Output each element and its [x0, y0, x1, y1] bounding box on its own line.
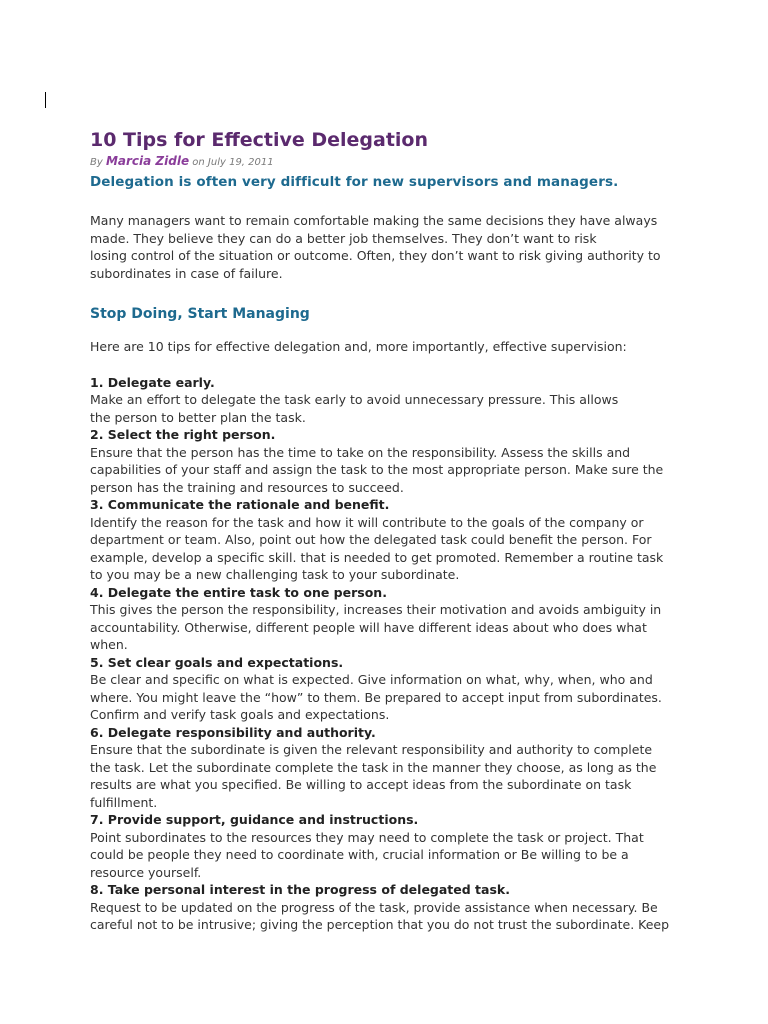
section-heading: Stop Doing, Start Managing [90, 306, 310, 322]
tips-list [90, 374, 680, 934]
tip-body [90, 601, 680, 654]
tip-item [90, 426, 680, 496]
byline [90, 154, 680, 170]
lead-paragraph: Delegation is often very difficult for new supervisors and managers. [90, 174, 619, 190]
byline-prefix: By [90, 157, 103, 168]
tip-body [90, 899, 680, 934]
intro-paragraph [90, 212, 680, 282]
tip-line: Be clear and specific on what is expected. Give information on what, why, when, who and [90, 672, 653, 687]
intro-line: made. They believe they can do a better job themselves. They don’t want to risk [90, 230, 597, 246]
tip-line: the person to better plan the task. [90, 409, 306, 425]
tip-line: Ensure that the subordinate is given the relevant responsibility and authority to complete [90, 742, 653, 757]
tip-line: accountability. Otherwise, different people will have different ideas about who does what [90, 619, 647, 635]
tip-item [90, 496, 680, 584]
tip-line: Point subordinates to the resources they may need to complete the task or project. That [90, 829, 644, 845]
tip-line: This gives the person the responsibility, increases their motivation and avoids ambiguity in [90, 602, 662, 617]
tips-intro: Here are 10 tips for effective delegation and, more importantly, effective supervision: [90, 339, 627, 354]
tip-body [90, 741, 680, 811]
tip-body [90, 514, 680, 584]
author-link[interactable]: Marcia Zidle [105, 154, 190, 168]
tip-line: could be people they need to coordinate with, crucial information or Be willing to be a [90, 847, 629, 862]
tip-item [90, 654, 680, 724]
article [90, 128, 680, 934]
tip-line: resource yourself. [90, 864, 202, 880]
tip-body [90, 829, 680, 882]
tip-body [90, 444, 680, 497]
tip-line: Confirm and verify task goals and expectations. [90, 707, 390, 722]
tip-heading: 2. Select the right person. [90, 427, 276, 442]
tip-line: where. You might leave the “how” to them. Be prepared to accept input from subordinates. [90, 689, 662, 705]
tip-line: Ensure that the person has the time to take on the responsibility. Assess the skills and [90, 444, 631, 460]
tip-line: Make an effort to delegate the task early to avoid unnecessary pressure. This allows [90, 392, 619, 407]
tip-heading: 8. Take personal interest in the progress of delegated task. [90, 882, 510, 897]
tip-heading: 4. Delegate the entire task to one person. [90, 584, 387, 600]
tip-body [90, 391, 680, 426]
tip-heading: 3. Communicate the rationale and benefit. [90, 497, 390, 512]
tip-line: when. [90, 637, 128, 652]
tip-heading: 5. Set clear goals and expectations. [90, 654, 344, 670]
tip-line: the task. Let the subordinate complete the task in the manner they choose, as long as the [90, 759, 657, 775]
tip-line: fulfillment. [90, 794, 158, 810]
tip-line: results are what you specified. Be willing to accept ideas from the subordinate on task [90, 777, 632, 792]
text-cursor [45, 92, 46, 108]
tip-line: capabilities of your staff and assign the task to the most appropriate person. Make sure the [90, 462, 664, 477]
tip-item [90, 881, 680, 934]
tip-line: Identify the reason for the task and how it will contribute to the goals of the company or [90, 514, 644, 530]
intro-line: subordinates in case of failure. [90, 265, 283, 281]
tip-line: careful not to be intrusive; giving the perception that you do not trust the subordinate. Keep [90, 917, 670, 932]
tip-heading: 1. Delegate early. [90, 374, 215, 390]
intro-line: Many managers want to remain comfortable making the same decisions they have always [90, 213, 658, 228]
tip-line: person has the training and resources to succeed. [90, 479, 404, 495]
tip-line: Request to be updated on the progress of the task, provide assistance when necessary. Be [90, 899, 658, 915]
tip-item [90, 811, 680, 881]
tip-item [90, 724, 680, 812]
tip-heading: 6. Delegate responsibility and authority. [90, 724, 376, 740]
tip-line: to you may be a new challenging task to your subordinate. [90, 567, 460, 582]
tip-item [90, 374, 680, 427]
byline-date: on July 19, 2011 [192, 157, 274, 168]
intro-line: losing control of the situation or outcome. Often, they don’t want to risk giving authority to [90, 248, 661, 263]
tip-line: department or team. Also, point out how the delegated task could benefit the person. For [90, 532, 652, 547]
tip-heading: 7. Provide support, guidance and instructions. [90, 812, 419, 827]
tip-item [90, 584, 680, 654]
tip-body [90, 671, 680, 724]
article-title: 10 Tips for Effective Delegation [90, 129, 429, 151]
tip-line: example, develop a specific skill. that is needed to get promoted. Remember a routine task [90, 549, 664, 565]
